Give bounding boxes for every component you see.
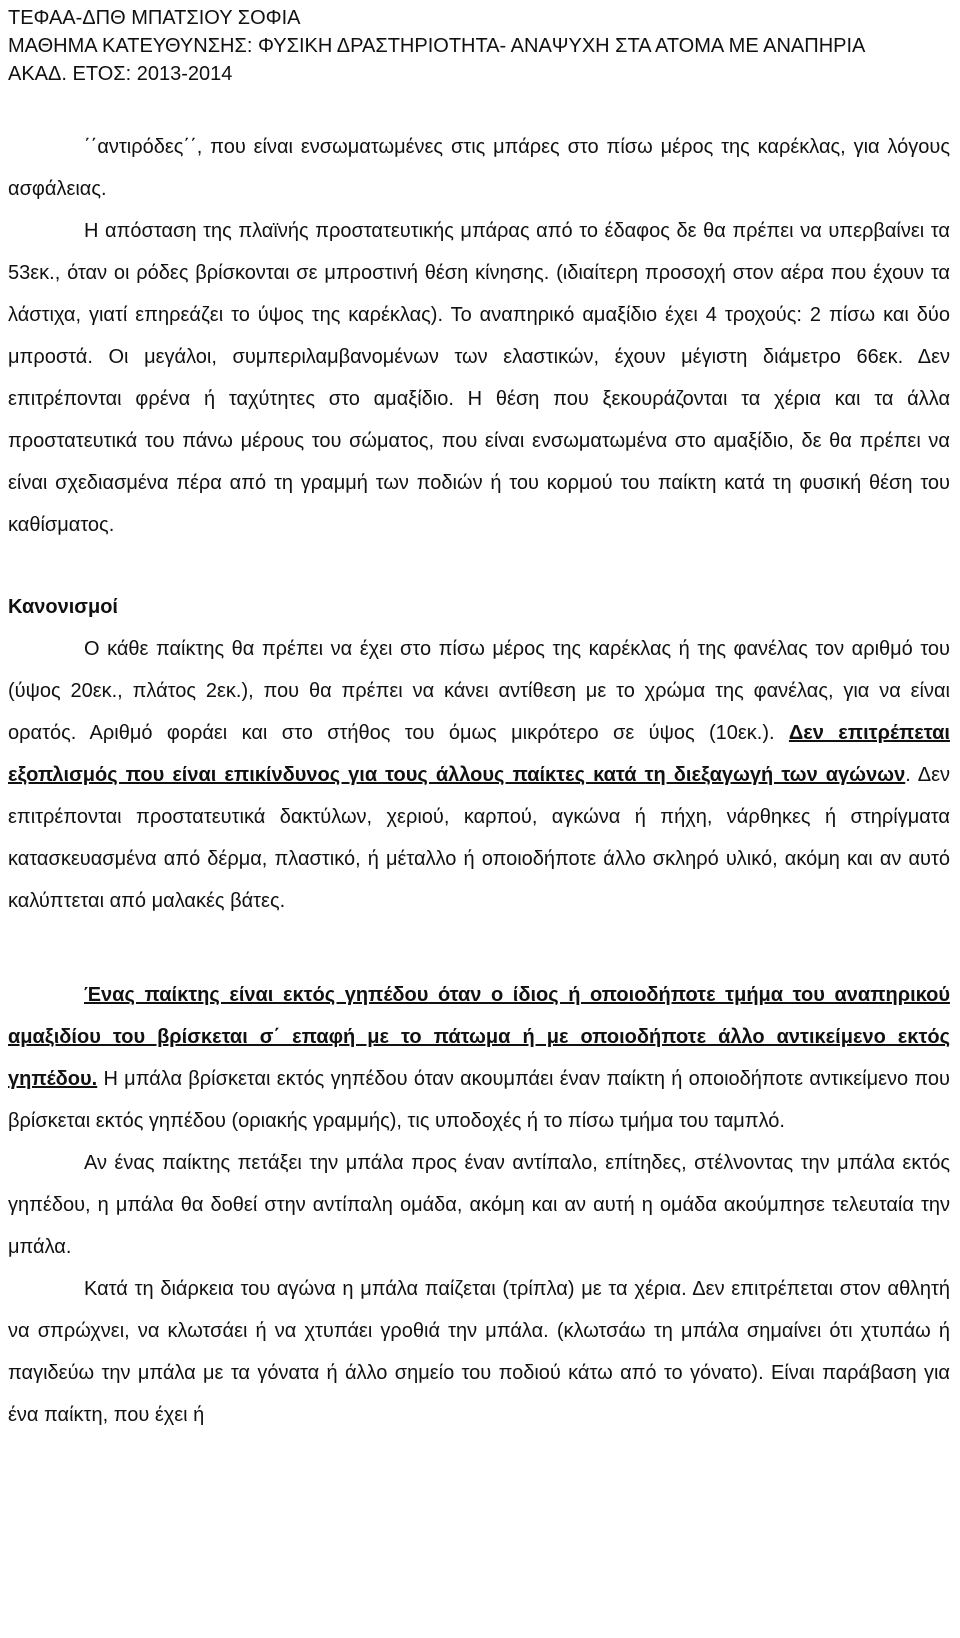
paragraph-equipment-rules-start: Ο κάθε παίκτης θα πρέπει να έχει στο πίσω μέρος της καρέκλας ή της φανέλας τον αριθμό του (ύψος 20εκ., πλάτος 2εκ.), που θα πρέπει να κάνει αντίθεση με το χρώμα της φανέλας, για να είναι ορατός. Αριθμό φοράει και στο στήθος του όμως μικρότερο σε ύψος (10εκ.). [8, 638, 950, 744]
document-header [8, 4, 948, 88]
paragraph-out-of-bounds-end: Η μπάλα βρίσκεται εκτός γηπέδου όταν ακουμπάει έναν παίκτη ή οποιοδήποτε αντικείμενο που βρίσκεται εκτός γηπέδου (οριακής γραμμής), τις υποδοχές ή το πίσω τμήμα του ταμπλό. [8, 1068, 950, 1132]
out-of-bounds-definition: Ένας παίκτης είναι εκτός γηπέδου όταν ο ίδιος ή οποιοδήποτε τμήμα του αναπηρικού αμαξιδίου του βρίσκεται σ΄ επαφή με το πάτωμα ή με οποιοδήποτε άλλο αντικείμενο εκτός γηπέδου. [8, 984, 950, 1090]
paragraph-ball-handling: Κατά τη διάρκεια του αγώνα η μπάλα παίζεται (τρίπλα) με τα χέρια. Δεν επιτρέπεται στον αθλητή να σπρώχνει, να κλωτσάει ή να χτυπάει γροθιά την μπάλα. (κλωτσάω τη μπάλα σημαίνει ότι χτυπάω ή παγιδεύω την μπάλα με τα γόνατα ή άλλο σημείο του ποδιού κάτω από το γόνατο). Είναι παράβαση για ένα παίκτη, που έχει ή [8, 1278, 950, 1426]
header-author-line: ΤΕΦΑΑ-ΔΠΘ ΜΠΑΤΣΙΟΥ ΣΟΦΙΑ [8, 7, 301, 29]
equipment-danger-rule: Δεν επιτρέπεται εξοπλισμός που είναι επικίνδυνος για τους άλλους παίκτες κατά τη διεξαγωγή των αγώνων [8, 722, 950, 786]
paragraph-equipment-rules [8, 628, 950, 922]
paragraph-ball-thrown: Αν ένας παίκτης πετάξει την μπάλα προς έναν αντίπαλο, επίτηδες, στέλνοντας την μπάλα εκτός γηπέδου, η μπάλα θα δοθεί στην αντίπαλη ομάδα, ακόμη και αν αυτή η ομάδα ακούμπησε τελευταία την μπάλα. [8, 1152, 950, 1258]
paragraph-wheelchair-specs: Η απόσταση της πλαϊνής προστατευτικής μπάρας από το έδαφος δε θα πρέπει να υπερβαίνει τα 53εκ., όταν οι ρόδες βρίσκονται σε μπροστινή θέση κίνησης. (ιδιαίτερη προσοχή στον αέρα που έχουν τα λάστιχα, γιατί επηρεάζει το ύψος της καρέκλας). Το αναπηρικό αμαξίδιο έχει 4 τροχούς: 2 πίσω και δύο μπροστά. Οι μεγάλοι, συμπεριλαμβανομένων των ελαστικών, έχουν μέγιστη διάμετρο 66εκ. Δεν επιτρέπονται φρένα ή ταχύτητες στο αμαξίδιο. Η θέση που ξεκουράζονται τα χέρια και τα άλλα προστατευτικά του πάνω μέρους του σώματος, που είναι ενσωματωμένα στο αμαξίδιο, δε θα πρέπει να είναι σχεδιασμένα πέρα από τη γραμμή των ποδιών ή του κορμού του παίκτη κατά τη φυσική θέση του καθίσματος. [8, 220, 950, 536]
header-year-line: ΑΚΑΔ. ΕΤΟΣ: 2013-2014 [8, 63, 233, 85]
section-spacer [8, 922, 950, 974]
paragraph-antirodes: ΄΄αντιρόδες΄΄, που είναι ενσωματωμένες στις μπάρες στο πίσω μέρος της καρέκλας, για λόγους ασφάλειας. [8, 136, 950, 200]
document-body [8, 126, 950, 1436]
header-course-line: ΜΑΘΗΜΑ ΚΑΤΕΥΘΥΝΣΗΣ: ΦΥΣΙΚΗ ΔΡΑΣΤΗΡΙΟΤΗΤΑ- ΑΝΑΨΥΧΗ ΣΤΑ ΑΤΟΜΑ ΜΕ ΑΝΑΠΗΡΙΑ [8, 35, 866, 57]
paragraph-out-of-bounds [8, 974, 950, 1142]
rules-heading: Κανονισμοί [8, 596, 118, 618]
paragraph-equipment-rules-end: . Δεν επιτρέπονται προστατευτικά δακτύλων, χεριού, καρπού, αγκώνα ή πήχη, νάρθηκες ή στηρίγματα κατασκευασμένα από δέρμα, πλαστικό, ή μέταλλο ή οποιοδήποτε άλλο σκληρό υλικό, ακόμη και αν αυτό καλύπτεται από μαλακές βάτες. [8, 764, 950, 912]
section-spacer [8, 546, 950, 586]
